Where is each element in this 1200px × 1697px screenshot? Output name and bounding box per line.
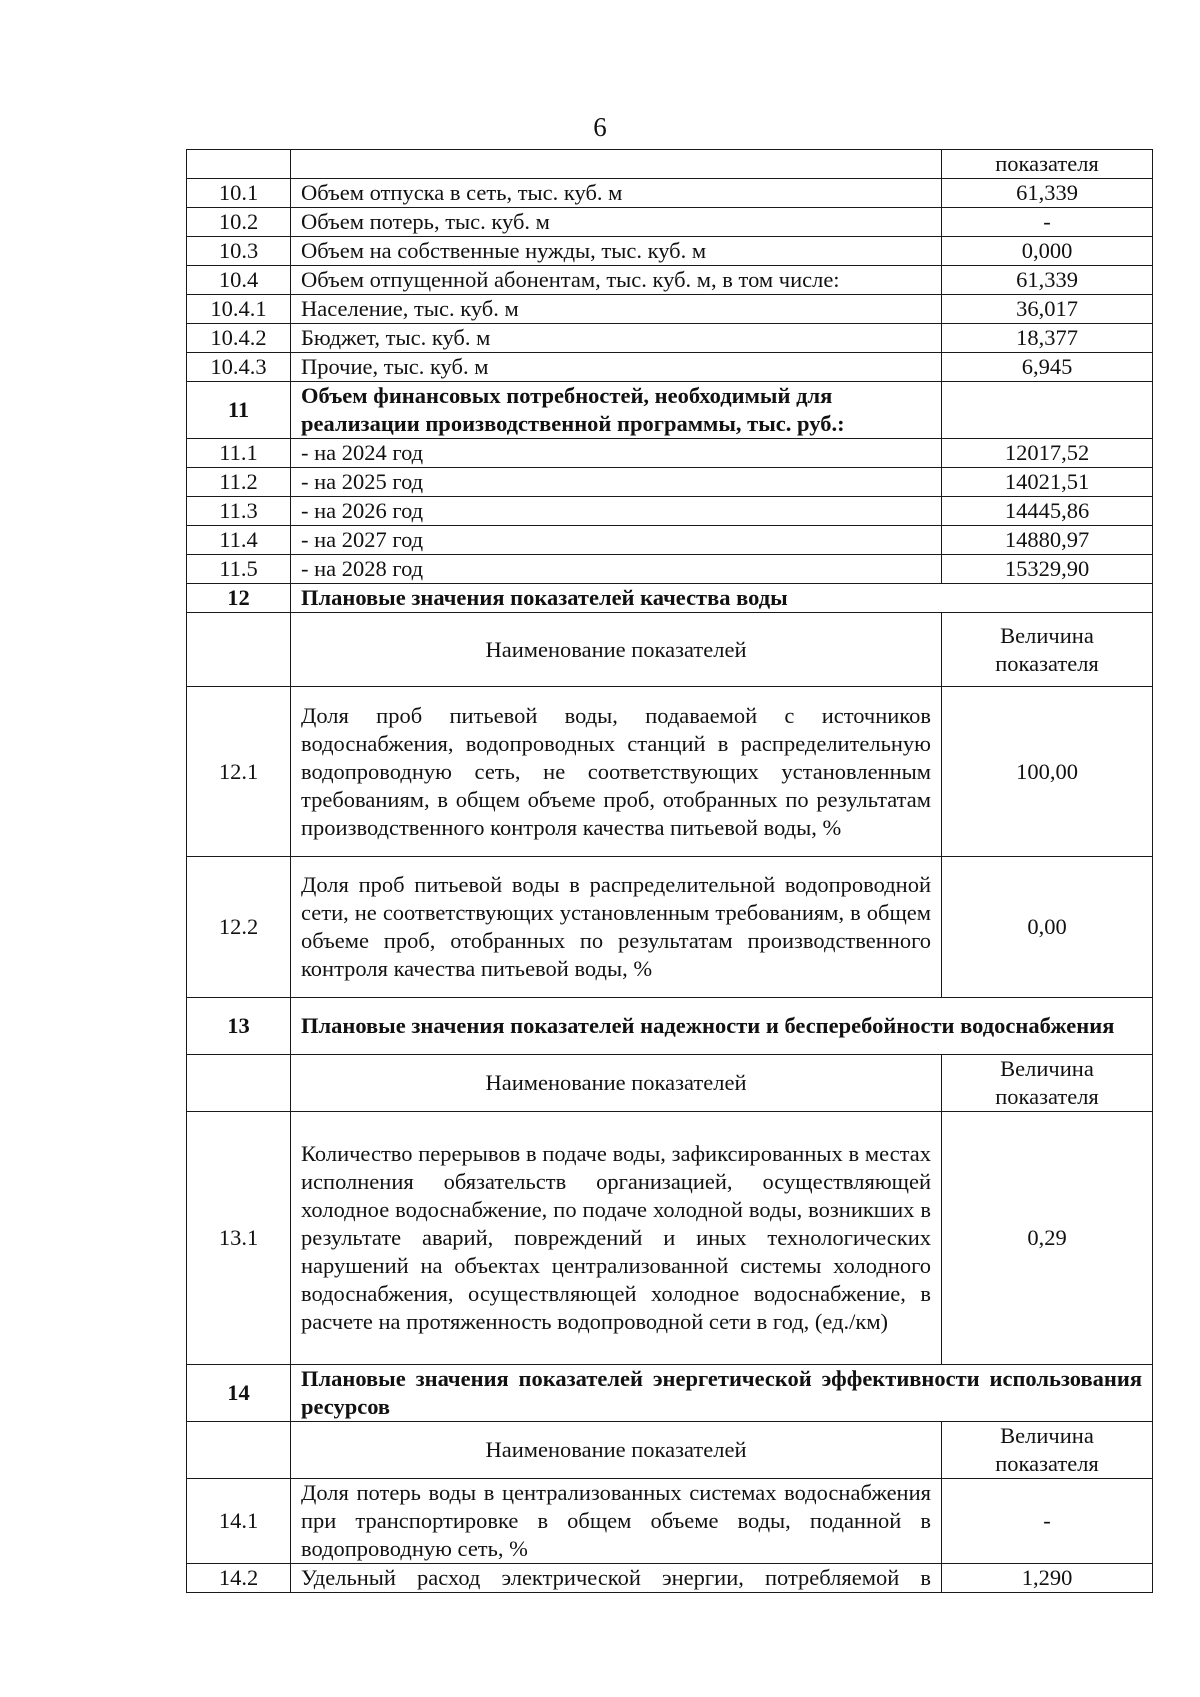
table-row [187, 1479, 1153, 1564]
table-row [187, 468, 1153, 497]
row-number: 10.4 [187, 266, 291, 295]
column-header-value: Величина показателя [942, 1055, 1153, 1112]
column-header-row [187, 613, 1153, 687]
row-value: 14021,51 [942, 468, 1153, 497]
row-name: Прочие, тыс. куб. м [291, 353, 942, 382]
row-value: 100,00 [942, 687, 1153, 857]
row-name: Объем отпущенной абонентам, тыс. куб. м, в том числе: [291, 266, 942, 295]
row-name: Объем потерь, тыс. куб. м [291, 208, 942, 237]
row-name: - на 2025 год [291, 468, 942, 497]
column-header-value: Величина показателя [942, 613, 1153, 687]
row-number: 10.3 [187, 237, 291, 266]
empty-cell [187, 1055, 291, 1112]
table-row [187, 497, 1153, 526]
table-row [187, 179, 1153, 208]
row-name: Доля потерь воды в централизованных системах водоснабжения при транспортировке в общем объеме воды, поданной в водопроводную сеть, % [291, 1479, 942, 1564]
row-name: Доля проб питьевой воды в распределительной водопроводной сети, не соответствующих установленным требованиям, в общем объеме проб, отобранных по результатам производственного контроля качества питьевой воды, % [291, 857, 942, 998]
column-header-name: Наименование показателей [291, 1055, 942, 1112]
section-number: 14 [187, 1365, 291, 1422]
column-header-name: Наименование показателей [291, 613, 942, 687]
section-title: Объем финансовых потребностей, необходимый для реализации производственной программы, тыс. руб.: [291, 382, 942, 439]
table-row [187, 208, 1153, 237]
empty-cell [187, 1422, 291, 1479]
column-header-value: Величина показателя [942, 1422, 1153, 1479]
row-number: 14.1 [187, 1479, 291, 1564]
row-value: 61,339 [942, 266, 1153, 295]
row-value: 0,000 [942, 237, 1153, 266]
row-value: 14445,86 [942, 497, 1153, 526]
row-number: 10.1 [187, 179, 291, 208]
row-value: - [942, 208, 1153, 237]
column-header-name: Наименование показателей [291, 1422, 942, 1479]
table-row [187, 237, 1153, 266]
row-name: Население, тыс. куб. м [291, 295, 942, 324]
row-number: 10.4.2 [187, 324, 291, 353]
section-title: Плановые значения показателей энергетической эффективности использования ресурсов [291, 1365, 1153, 1422]
row-number: 11.4 [187, 526, 291, 555]
section-number: 13 [187, 998, 291, 1055]
indicators-table [186, 149, 1153, 1593]
num-cell [187, 150, 291, 179]
row-name: Объем на собственные нужды, тыс. куб. м [291, 237, 942, 266]
section-title: Плановые значения показателей качества воды [291, 584, 1153, 613]
row-value: 1,290 [942, 1564, 1153, 1593]
section-header-row [187, 584, 1153, 613]
row-number: 11.3 [187, 497, 291, 526]
row-name: - на 2027 год [291, 526, 942, 555]
row-value: 61,339 [942, 179, 1153, 208]
row-name: Объем отпуска в сеть, тыс. куб. м [291, 179, 942, 208]
name-cell [291, 150, 942, 179]
row-value: 12017,52 [942, 439, 1153, 468]
column-header-row [187, 1422, 1153, 1479]
page-number: 6 [593, 112, 607, 142]
table-row [187, 295, 1153, 324]
row-number: 10.2 [187, 208, 291, 237]
section-header-row [187, 998, 1153, 1055]
value-header-cell: показателя [942, 150, 1153, 179]
table-row [187, 1112, 1153, 1365]
table-row [187, 1564, 1153, 1593]
table-row [187, 353, 1153, 382]
section-number: 11 [187, 382, 291, 439]
table-row [187, 266, 1153, 295]
row-number: 10.4.3 [187, 353, 291, 382]
row-value: 14880,97 [942, 526, 1153, 555]
row-value: 18,377 [942, 324, 1153, 353]
table-row [187, 555, 1153, 584]
row-number: 14.2 [187, 1564, 291, 1593]
section-header-row [187, 382, 1153, 439]
row-value: 0,29 [942, 1112, 1153, 1365]
empty-cell [187, 613, 291, 687]
row-value: - [942, 1479, 1153, 1564]
row-value: 6,945 [942, 353, 1153, 382]
table-row [187, 150, 1153, 179]
table-row [187, 439, 1153, 468]
table-row [187, 687, 1153, 857]
row-number: 12.2 [187, 857, 291, 998]
empty-cell [942, 382, 1153, 439]
row-name: Количество перерывов в подаче воды, зафиксированных в местах исполнения обязательств организацией, осуществляющей холодное водоснабжение, по подаче холодной воды, возникших в результате аварий, повреждений и иных технологических нарушений на объектах централизованной системы холодного водоснабжения, осуществляющей холодное водоснабжение, в расчете на протяженность водопроводной сети в год, (ед./км) [291, 1112, 942, 1365]
row-number: 12.1 [187, 687, 291, 857]
row-name: - на 2026 год [291, 497, 942, 526]
table-row [187, 324, 1153, 353]
row-name: - на 2028 год [291, 555, 942, 584]
row-number: 10.4.1 [187, 295, 291, 324]
row-value: 0,00 [942, 857, 1153, 998]
row-number: 11.2 [187, 468, 291, 497]
row-name: - на 2024 год [291, 439, 942, 468]
section-number: 12 [187, 584, 291, 613]
row-name: Удельный расход электрической энергии, потребляемой в [291, 1564, 942, 1593]
section-header-row [187, 1365, 1153, 1422]
row-name: Доля проб питьевой воды, подаваемой с источников водоснабжения, водопроводных станций в распределительную водопроводную сеть, не соответствующих установленным требованиям, в общем объеме проб, отобранных по результатам производственного контроля качества питьевой воды, % [291, 687, 942, 857]
table-row [187, 526, 1153, 555]
row-number: 11.1 [187, 439, 291, 468]
row-value: 36,017 [942, 295, 1153, 324]
section-title: Плановые значения показателей надежности и бесперебойности водоснабжения [291, 998, 1153, 1055]
table-row [187, 857, 1153, 998]
column-header-row [187, 1055, 1153, 1112]
row-number: 13.1 [187, 1112, 291, 1365]
row-name: Бюджет, тыс. куб. м [291, 324, 942, 353]
row-number: 11.5 [187, 555, 291, 584]
row-value: 15329,90 [942, 555, 1153, 584]
